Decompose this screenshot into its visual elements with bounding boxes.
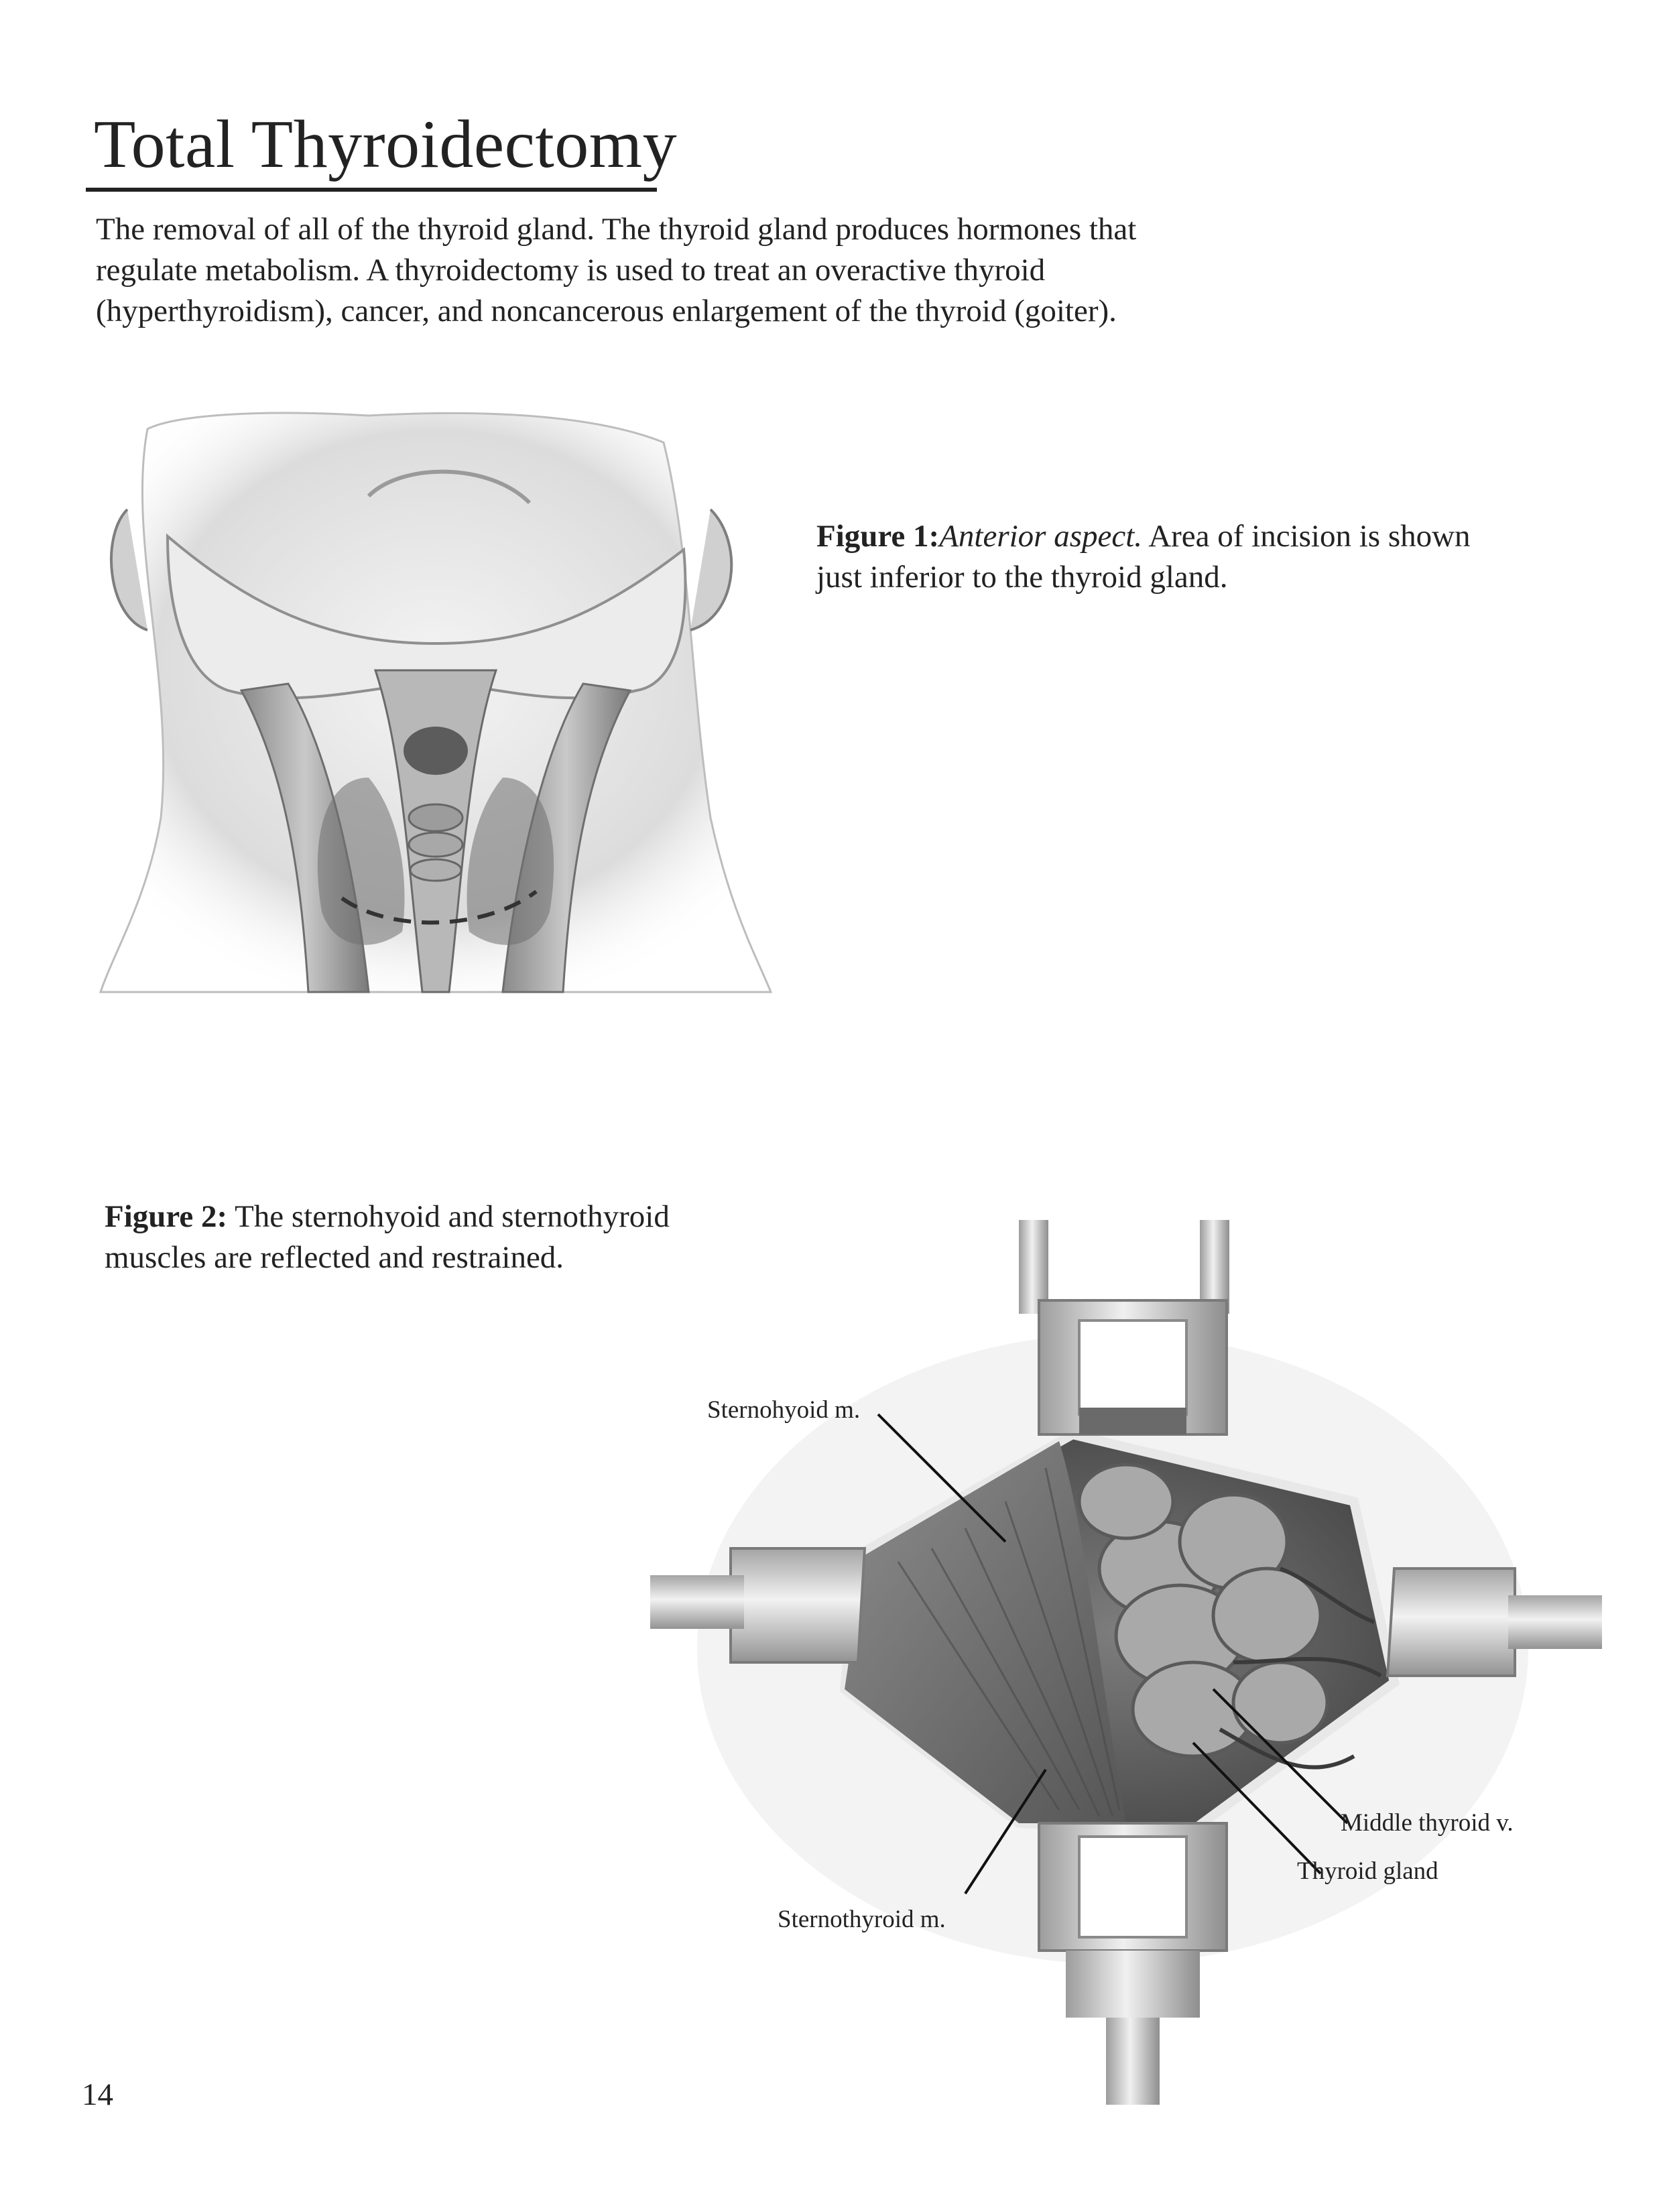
figure1-neck-illustration <box>87 402 778 1046</box>
label-middle-thyroid-v: Middle thyroid v. <box>1341 1809 1514 1837</box>
label-sternothyroid: Sternothyroid m. <box>778 1906 946 1933</box>
page-number: 14 <box>82 2077 113 2112</box>
title-underline <box>86 188 657 192</box>
figure1-italic: Anterior aspect. <box>939 519 1143 554</box>
figure2-text-1: The sternohyoid and sternothyroid <box>227 1199 670 1234</box>
label-sternohyoid: Sternohyoid m. <box>707 1396 861 1424</box>
figure2-label: Figure 2: <box>105 1199 228 1234</box>
figure2-surgical-illustration <box>643 1153 1602 2105</box>
figure1-text-1: Area of incision is shown <box>1142 519 1471 554</box>
intro-line-3: (hyperthyroidism), cancer, and noncancerous enlargement of the thyroid (goiter). <box>96 294 1117 328</box>
page-title: Total Thyroidectomy <box>94 107 678 182</box>
figure1-text-2: just inferior to the thyroid gland. <box>816 560 1228 595</box>
figure2-text-2: muscles are reflected and restrained. <box>105 1240 564 1275</box>
figure1-label: Figure 1: <box>816 519 940 554</box>
label-thyroid-gland: Thyroid gland <box>1297 1857 1438 1885</box>
intro-line-2: regulate metabolism. A thyroidectomy is used to treat an overactive thyroid <box>96 253 1046 288</box>
intro-paragraph <box>96 209 1343 332</box>
intro-line-1: The removal of all of the thyroid gland. The thyroid gland produces hormones that <box>96 212 1137 247</box>
figure1-caption <box>816 516 1594 598</box>
